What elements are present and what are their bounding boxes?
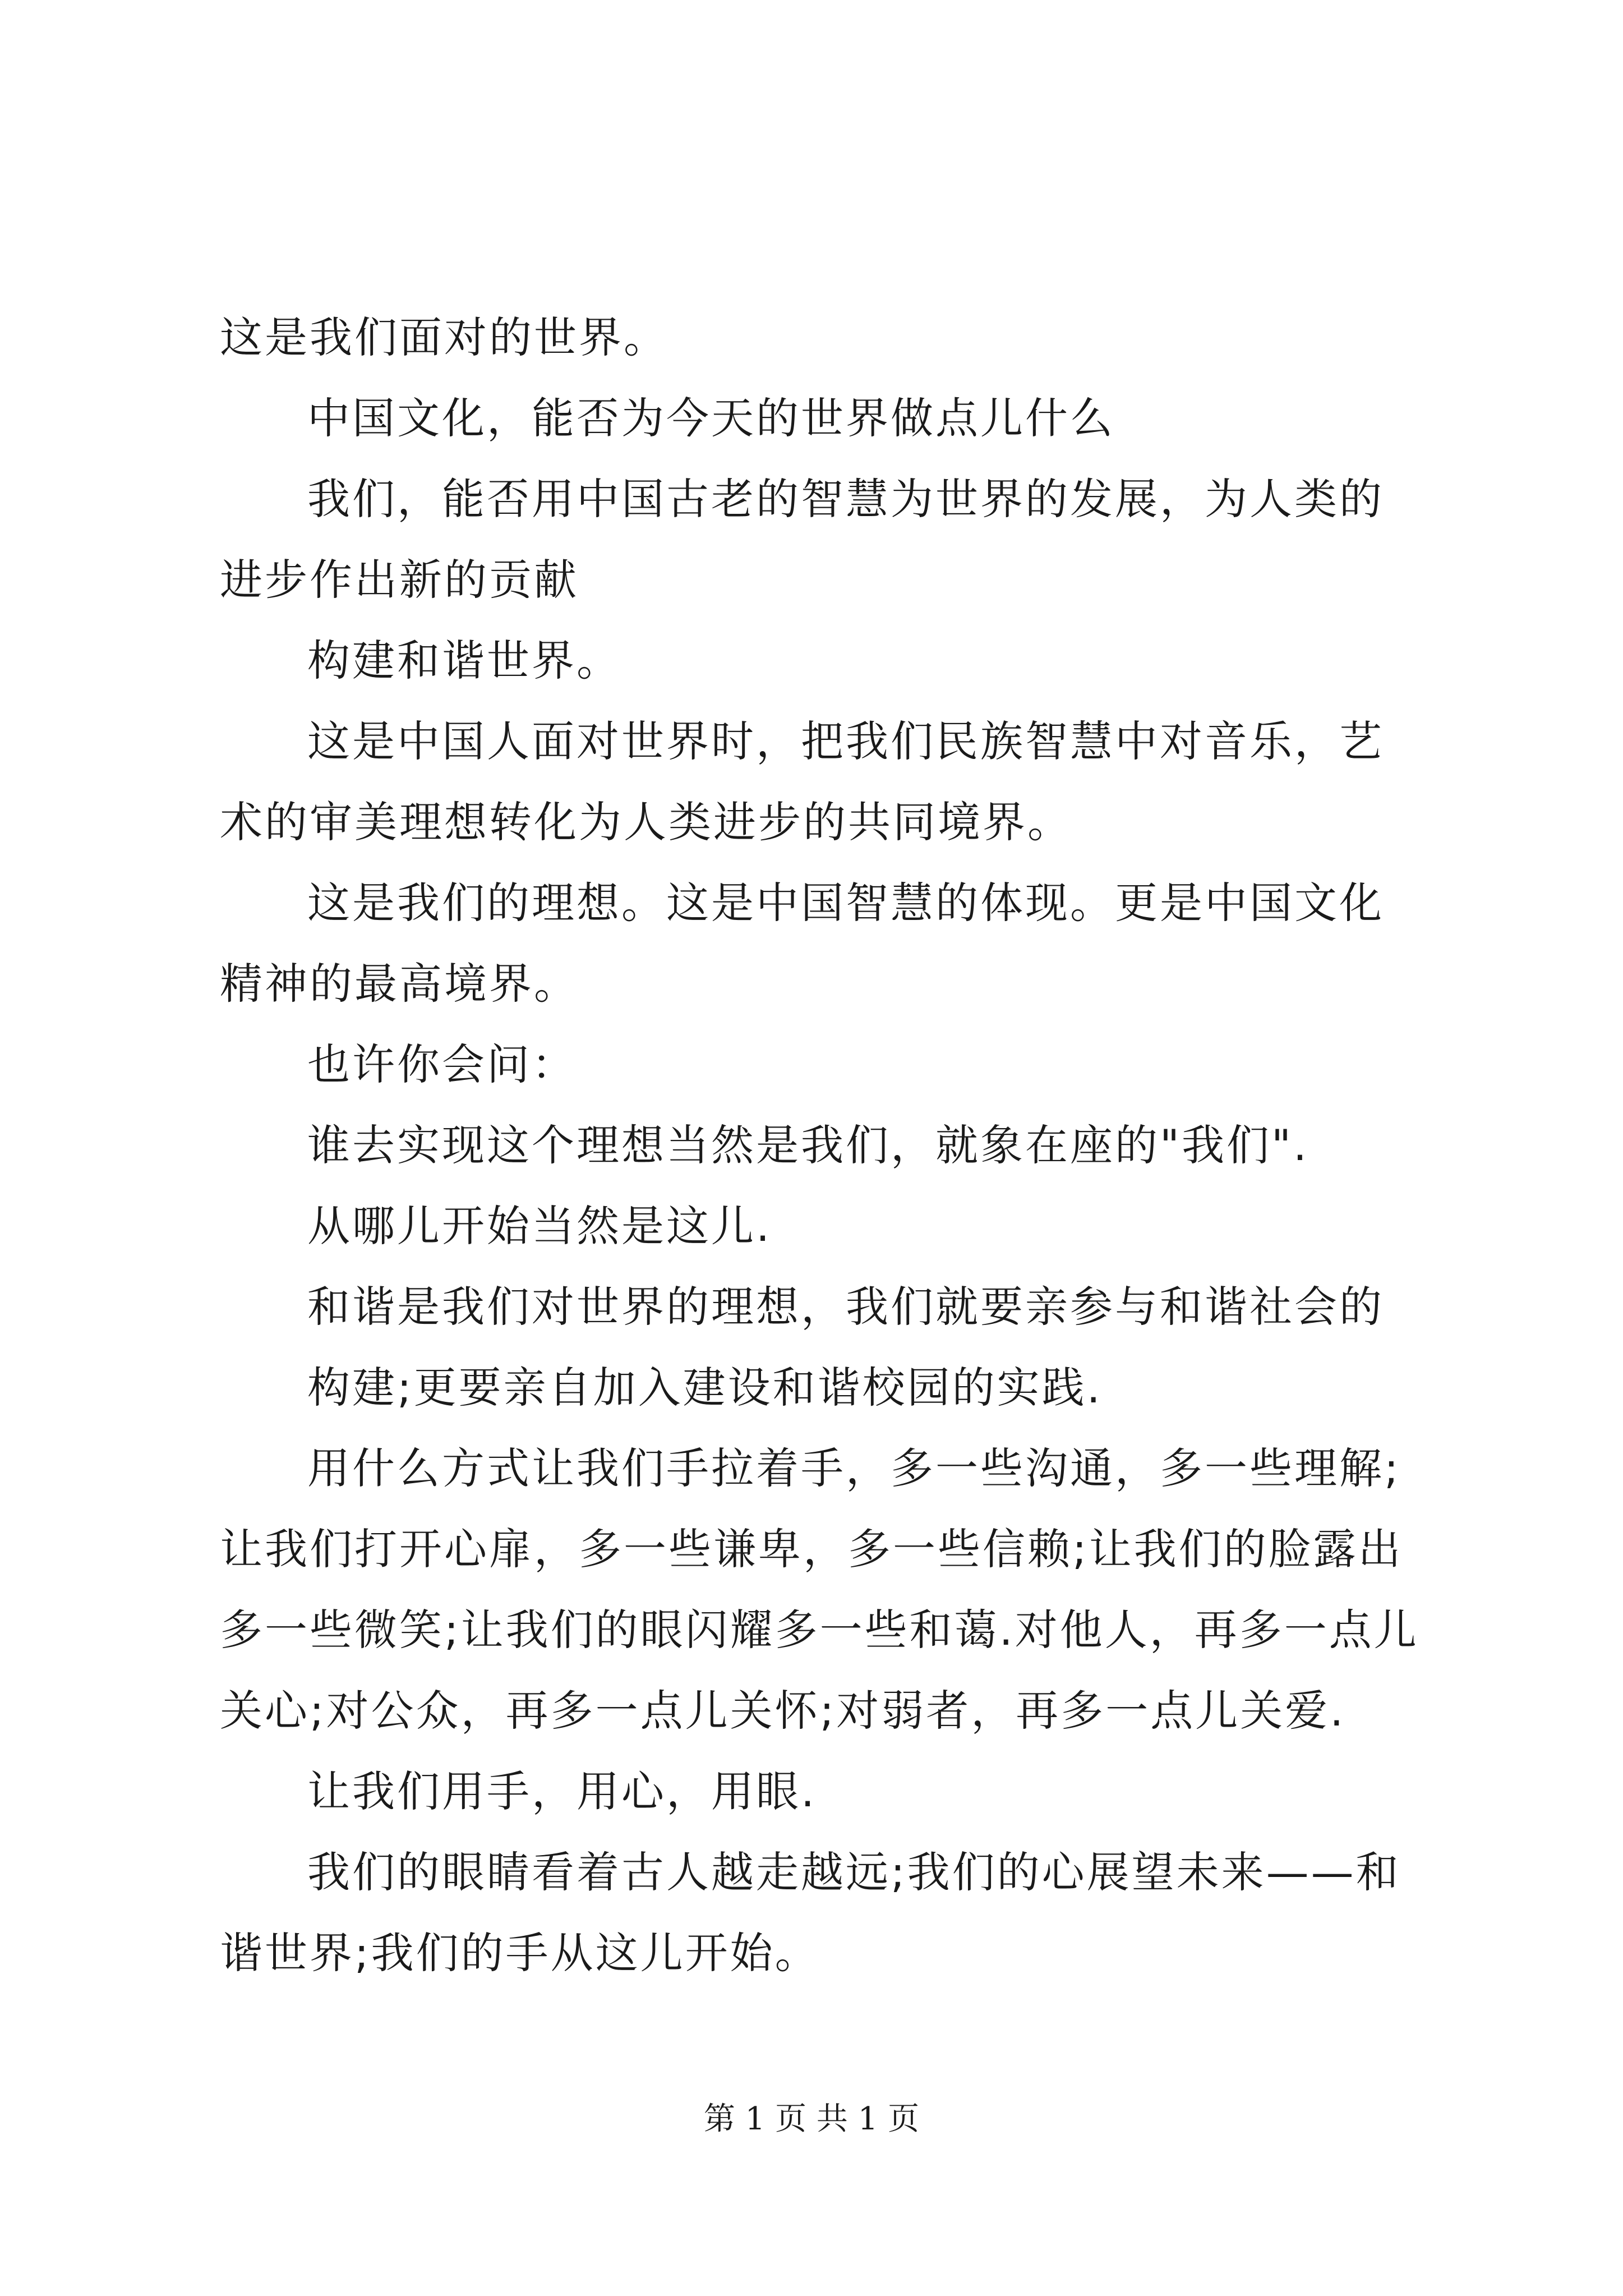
page-footer: 第 1 页 共 1 页 [703, 2101, 920, 2137]
body-text [220, 297, 1420, 1994]
paragraph-9: 从哪儿开始当然是这儿. [307, 1201, 772, 1251]
paragraph-3: 我们，能否用中国古老的智慧为世界的发展，为人类的进步作出新的贡献 [220, 474, 1384, 605]
paragraph-8: 谁去实现这个理想当然是我们，就象在座的"我们". [307, 1120, 1310, 1170]
paragraph-6: 这是我们的理想。这是中国智慧的体现。更是中国文化精神的最高境界。 [220, 878, 1384, 1009]
paragraph-12: 用什么方式让我们手拉着手，多一些沟通，多一些理解;让我们打开心扉，多一些谦卑，多一些信赖;让我们的脸露出多一些微笑;让我们的眼闪耀多一些和蔼.对他人，再多一点儿关心;对公众，再多一点儿关怀;对弱者，再多一点儿关爱. [220, 1443, 1419, 1736]
paragraph-1: 这是我们面对的世界。 [220, 312, 668, 362]
paragraph-4: 构建和谐世界。 [307, 636, 621, 685]
paragraph-13: 让我们用手，用心，用眼. [307, 1766, 817, 1816]
paragraph-11: 构建;更要亲自加入建设和谐校园的实践. [307, 1363, 1103, 1412]
paragraph-7: 也许你会问： [307, 1039, 577, 1089]
paragraph-5: 这是中国人面对世界时，把我们民族智慧中对音乐，艺术的审美理想转化为人类进步的共同境界。 [220, 716, 1384, 847]
paragraph-14: 我们的眼睛看着古人越走越远;我们的心展望未来——和谐世界;我们的手从这儿开始。 [220, 1847, 1401, 1978]
paragraph-10: 和谐是我们对世界的理想，我们就要亲参与和谐社会的 [307, 1282, 1384, 1332]
paragraph-2: 中国文化，能否为今天的世界做点儿什么 [307, 393, 1115, 443]
